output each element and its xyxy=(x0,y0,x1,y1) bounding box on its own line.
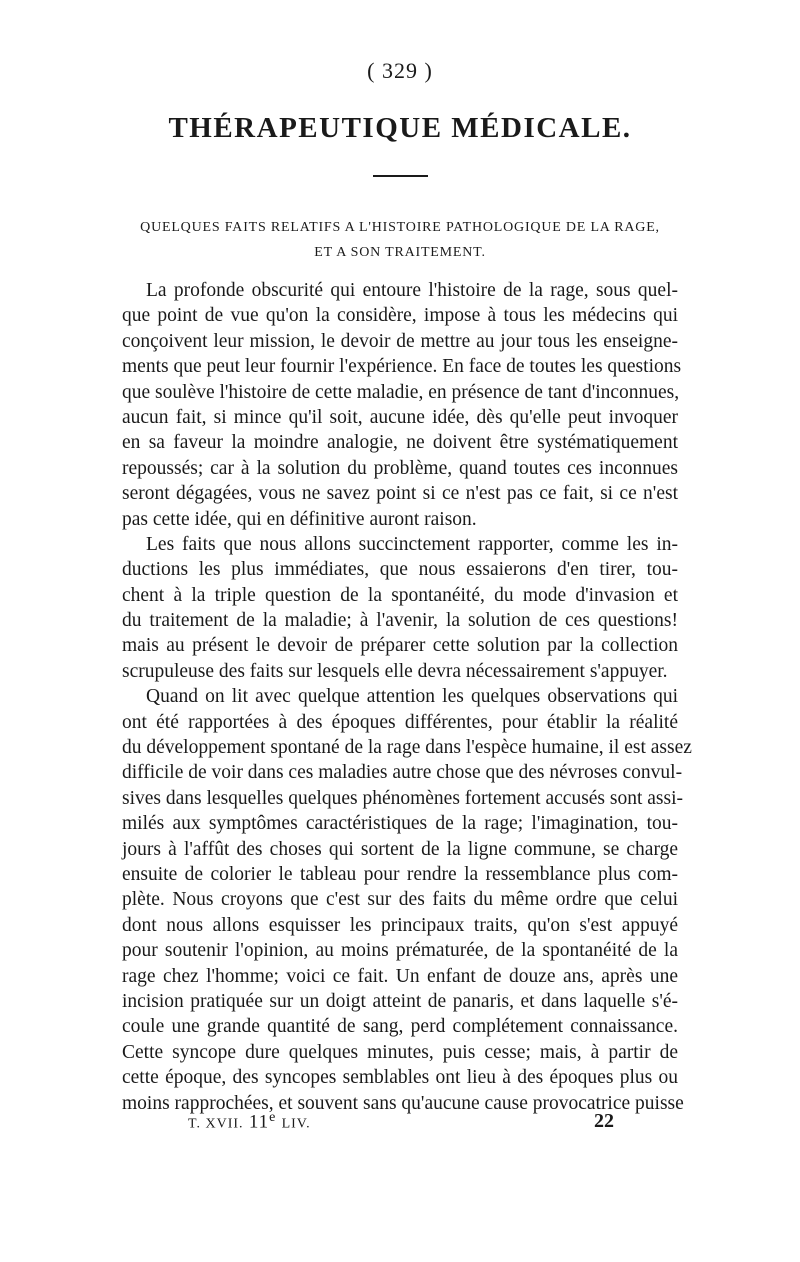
text-line: repoussés; car à la solution du problème, quand toutes ces inconnues xyxy=(122,457,678,479)
title-divider xyxy=(373,175,428,177)
text-line: difficile de voir dans ces maladies autre chose que des névroses convul- xyxy=(122,762,683,784)
text-line: ont été rapportées à des époques différentes, pour établir la réalité xyxy=(122,711,678,733)
text-line: en sa faveur la moindre analogie, ne doivent être systématiquement xyxy=(122,432,678,454)
text-line: du traitement de la maladie; à l'avenir, la solution de ces questions! xyxy=(122,610,678,632)
issue-ordinal: e xyxy=(269,1110,277,1125)
text-line: incision pratiquée sur un doigt atteint de panaris, et dans laquelle s'é- xyxy=(122,990,678,1012)
page-number: ( 329 ) xyxy=(367,58,433,83)
text-line: aucun fait, si mince qu'il soit, aucune idée, dès qu'elle peut invoquer xyxy=(122,406,678,428)
text-line: ductions les plus immédiates, que nous essaierons d'en tirer, tou- xyxy=(122,559,678,581)
text-line: pour soutenir l'opinion, au moins prématurée, de la spontanéité de la xyxy=(122,940,678,962)
article-subtitle xyxy=(130,215,670,265)
text-line: que soulève l'histoire de cette maladie, en présence de tant d'inconnues, xyxy=(122,381,680,403)
text-line: sives dans lesquelles quelques phénomènes fortement accusés sont assi- xyxy=(122,787,684,809)
text-line: plète. Nous croyons que c'est sur des faits du même ordre que celui xyxy=(122,889,678,911)
volume-signature xyxy=(188,1110,311,1134)
text-line: scrupuleuse des faits sur lesquels elle devra nécessairement s'appuyer. xyxy=(122,660,668,682)
issue-label: LIV. xyxy=(281,1116,311,1132)
text-line: Les faits que nous allons succinctement rapporter, comme les in- xyxy=(146,533,678,555)
text-line: que point de vue qu'on la considère, impose à tous les médecins qui xyxy=(122,305,678,327)
subtitle-line: ET A SON TRAITEMENT. xyxy=(314,245,486,260)
text-line: cette époque, des syncopes semblables ont lieu à des époques plus ou xyxy=(122,1067,678,1089)
text-line: La profonde obscurité qui entoure l'histoire de la rage, sous quel- xyxy=(146,280,678,301)
section-title: THÉRAPEUTIQUE MÉDICALE. xyxy=(168,112,632,144)
issue-number: 11 xyxy=(248,1111,270,1133)
sheet-number: 22 xyxy=(594,1110,614,1132)
text-line: chent à la triple question de la spontanéité, du mode d'invasion et xyxy=(122,584,678,606)
text-line: du développement spontané de la rage dans l'espèce humaine, il est assez xyxy=(122,737,692,759)
text-line: rage chez l'homme; voici ce fait. Un enfant de douze ans, après une xyxy=(122,965,678,987)
text-line: milés aux symptômes caractéristiques de la rage; l'imagination, tou- xyxy=(122,813,678,835)
text-line: dont nous allons esquisser les principaux traits, qu'on s'est appuyé xyxy=(122,914,678,936)
volume-label: T. XVII. xyxy=(188,1116,244,1132)
text-line: conçoivent leur mission, le devoir de mettre au jour tous les enseigne- xyxy=(122,330,678,352)
text-line: jours à l'affût des choses qui sortent de la ligne commune, se charge xyxy=(122,838,678,860)
text-line: mais au présent le devoir de préparer cette solution par la collection xyxy=(122,635,678,657)
text-line: Quand on lit avec quelque attention les quelques observations qui xyxy=(146,686,678,708)
text-line: ments que peut leur fournir l'expérience. En face de toutes les questions xyxy=(122,356,682,378)
text-line: pas cette idée, qui en définitive auront raison. xyxy=(122,508,477,530)
body-text xyxy=(122,278,692,1116)
text-line: coule une grande quantité de sang, perd complétement connaissance. xyxy=(122,1016,678,1038)
text-line: Cette syncope dure quelques minutes, puis cesse; mais, à partir de xyxy=(122,1041,678,1063)
text-line: ensuite de colorier le tableau pour rendre la ressemblance plus com- xyxy=(122,863,678,885)
subtitle-line: QUELQUES FAITS RELATIFS A L'HISTOIRE PATHOLOGIQUE DE LA RAGE, xyxy=(140,220,660,235)
page-footer xyxy=(0,1110,800,1140)
text-line: seront dégagées, vous ne savez point si ce n'est pas ce fait, si ce n'est xyxy=(122,483,678,505)
text-line: moins rapprochées, et souvent sans qu'aucune cause provocatrice puisse xyxy=(122,1092,684,1114)
